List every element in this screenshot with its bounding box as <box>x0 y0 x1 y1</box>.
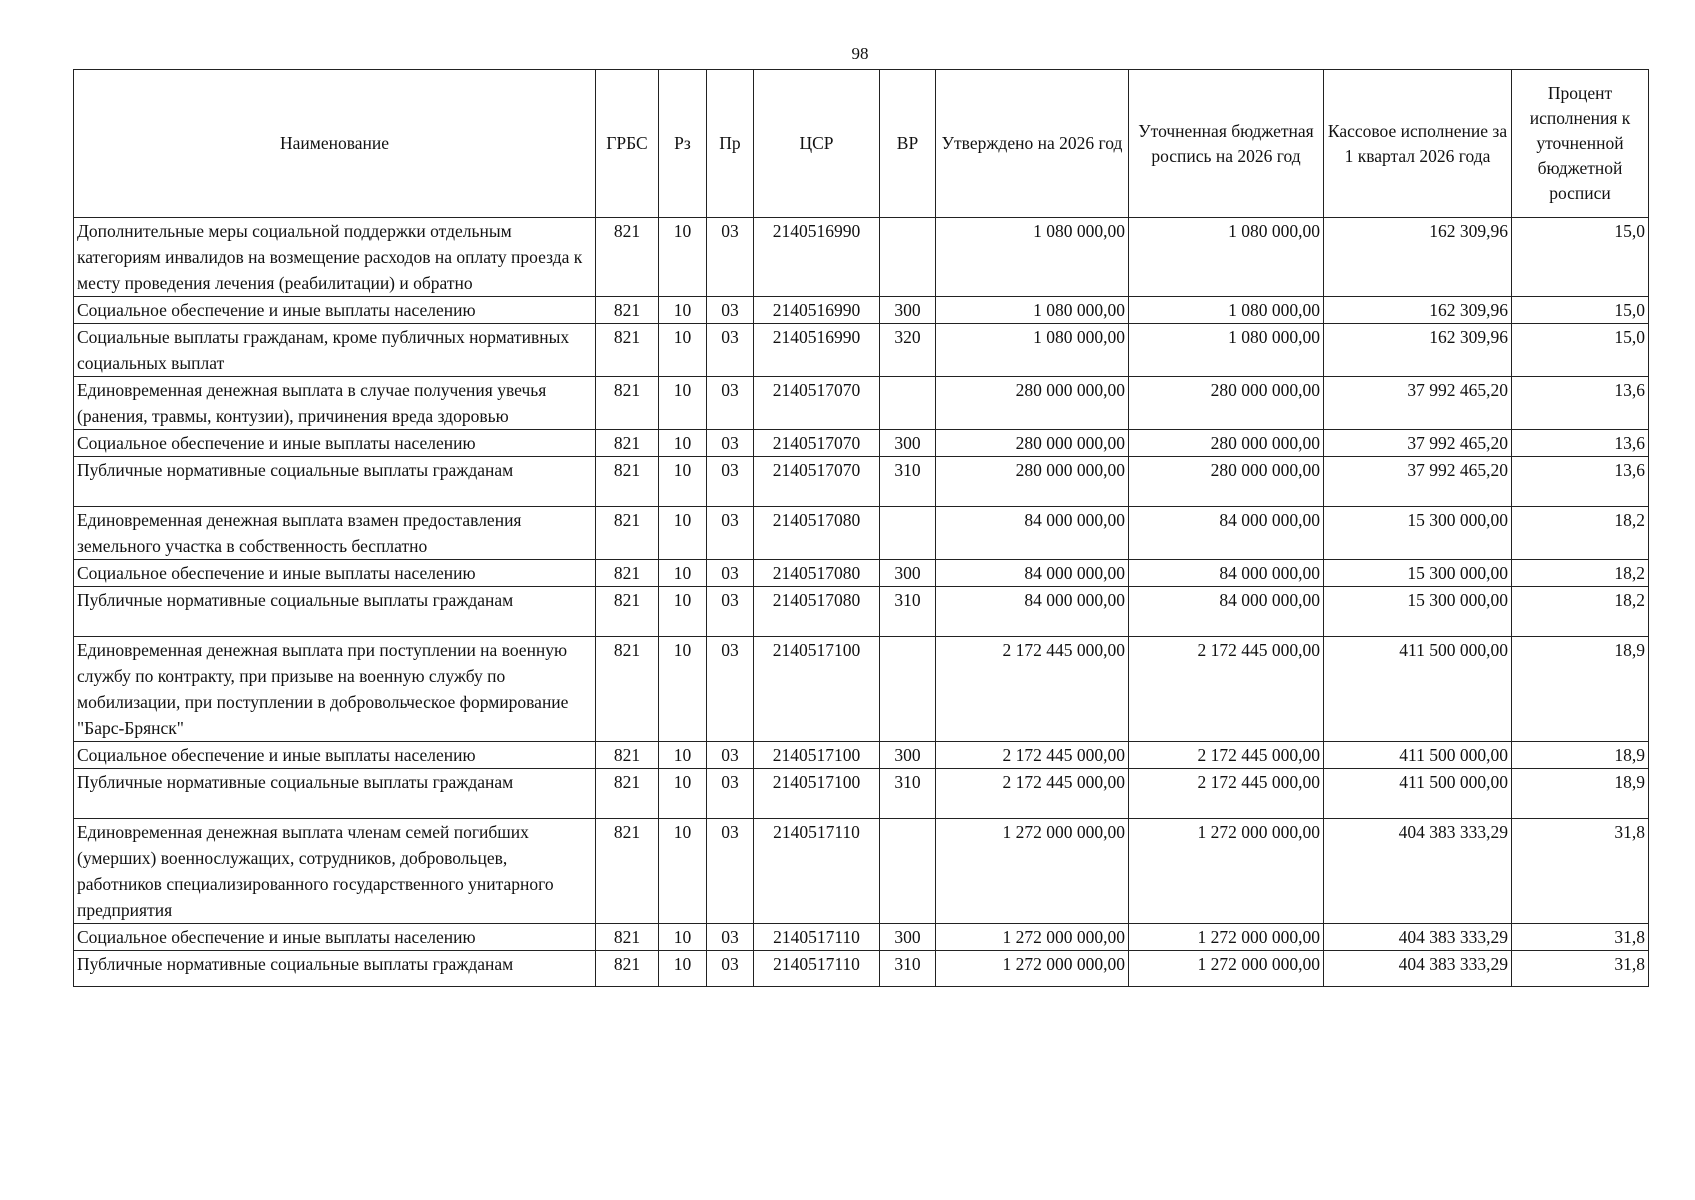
cell-name: Публичные нормативные социальные выплаты гражданам <box>74 457 596 507</box>
cell-rz: 10 <box>659 637 707 742</box>
table-row <box>74 430 1649 457</box>
cell-approved: 1 272 000 000,00 <box>936 819 1129 924</box>
cell-pr: 03 <box>707 924 754 951</box>
cell-cash: 404 383 333,29 <box>1324 924 1512 951</box>
cell-csr: 2140517080 <box>754 560 880 587</box>
cell-grbs: 821 <box>596 377 659 430</box>
table-row <box>74 218 1649 297</box>
column-header-csr: ЦСР <box>754 70 880 218</box>
cell-approved: 280 000 000,00 <box>936 457 1129 507</box>
cell-approved: 1 272 000 000,00 <box>936 951 1129 987</box>
cell-percent: 18,2 <box>1512 587 1649 637</box>
cell-name: Дополнительные меры социальной поддержки отдельным категориям инвалидов на возмещение расходов на оплату проезда к месту проведения лечения (реабилитации) и обратно <box>74 218 596 297</box>
table-row <box>74 377 1649 430</box>
cell-grbs: 821 <box>596 218 659 297</box>
cell-csr: 2140516990 <box>754 297 880 324</box>
column-header-name: Наименование <box>74 70 596 218</box>
cell-cash: 162 309,96 <box>1324 218 1512 297</box>
cell-refined: 1 272 000 000,00 <box>1129 924 1324 951</box>
cell-vr: 310 <box>880 951 936 987</box>
cell-name: Публичные нормативные социальные выплаты гражданам <box>74 951 596 987</box>
table-row <box>74 951 1649 987</box>
cell-approved: 2 172 445 000,00 <box>936 637 1129 742</box>
column-header-refined: Уточненная бюджетная роспись на 2026 год <box>1129 70 1324 218</box>
cell-vr: 300 <box>880 924 936 951</box>
table-row <box>74 297 1649 324</box>
cell-percent: 18,9 <box>1512 769 1649 819</box>
cell-csr: 2140516990 <box>754 324 880 377</box>
cell-rz: 10 <box>659 924 707 951</box>
cell-grbs: 821 <box>596 819 659 924</box>
cell-rz: 10 <box>659 457 707 507</box>
cell-rz: 10 <box>659 324 707 377</box>
cell-pr: 03 <box>707 507 754 560</box>
cell-refined: 84 000 000,00 <box>1129 587 1324 637</box>
cell-approved: 280 000 000,00 <box>936 377 1129 430</box>
cell-cash: 15 300 000,00 <box>1324 507 1512 560</box>
cell-approved: 1 080 000,00 <box>936 218 1129 297</box>
cell-refined: 1 080 000,00 <box>1129 324 1324 377</box>
cell-pr: 03 <box>707 819 754 924</box>
cell-grbs: 821 <box>596 297 659 324</box>
cell-rz: 10 <box>659 377 707 430</box>
table-body <box>74 218 1649 987</box>
cell-name: Публичные нормативные социальные выплаты гражданам <box>74 769 596 819</box>
cell-refined: 280 000 000,00 <box>1129 430 1324 457</box>
cell-grbs: 821 <box>596 924 659 951</box>
cell-pr: 03 <box>707 951 754 987</box>
cell-cash: 162 309,96 <box>1324 324 1512 377</box>
cell-rz: 10 <box>659 742 707 769</box>
cell-approved: 1 080 000,00 <box>936 297 1129 324</box>
cell-rz: 10 <box>659 218 707 297</box>
cell-name: Социальное обеспечение и иные выплаты населению <box>74 430 596 457</box>
cell-approved: 1 080 000,00 <box>936 324 1129 377</box>
cell-percent: 13,6 <box>1512 377 1649 430</box>
cell-approved: 2 172 445 000,00 <box>936 769 1129 819</box>
cell-csr: 2140517110 <box>754 819 880 924</box>
cell-csr: 2140517080 <box>754 587 880 637</box>
cell-grbs: 821 <box>596 769 659 819</box>
cell-pr: 03 <box>707 297 754 324</box>
cell-csr: 2140517100 <box>754 742 880 769</box>
cell-cash: 15 300 000,00 <box>1324 587 1512 637</box>
cell-rz: 10 <box>659 297 707 324</box>
cell-csr: 2140517070 <box>754 457 880 507</box>
cell-percent: 18,2 <box>1512 560 1649 587</box>
cell-rz: 10 <box>659 560 707 587</box>
cell-grbs: 821 <box>596 560 659 587</box>
cell-percent: 31,8 <box>1512 819 1649 924</box>
table-row <box>74 637 1649 742</box>
cell-cash: 37 992 465,20 <box>1324 430 1512 457</box>
cell-cash: 404 383 333,29 <box>1324 951 1512 987</box>
cell-grbs: 821 <box>596 951 659 987</box>
cell-csr: 2140517070 <box>754 430 880 457</box>
cell-rz: 10 <box>659 769 707 819</box>
cell-csr: 2140517080 <box>754 507 880 560</box>
cell-percent: 18,2 <box>1512 507 1649 560</box>
cell-vr <box>880 819 936 924</box>
cell-vr <box>880 507 936 560</box>
cell-pr: 03 <box>707 218 754 297</box>
cell-name: Единовременная денежная выплата взамен предоставления земельного участка в собственность бесплатно <box>74 507 596 560</box>
cell-name: Единовременная денежная выплата при поступлении на военную службу по контракту, при призыве на военную службу по мобилизации, при поступлении в добровольческое формирование "Барс-Брянск" <box>74 637 596 742</box>
cell-pr: 03 <box>707 377 754 430</box>
cell-cash: 162 309,96 <box>1324 297 1512 324</box>
cell-vr <box>880 377 936 430</box>
cell-grbs: 821 <box>596 457 659 507</box>
cell-refined: 84 000 000,00 <box>1129 507 1324 560</box>
cell-vr: 300 <box>880 297 936 324</box>
cell-percent: 31,8 <box>1512 951 1649 987</box>
cell-rz: 10 <box>659 507 707 560</box>
table-row <box>74 324 1649 377</box>
cell-name: Социальное обеспечение и иные выплаты населению <box>74 560 596 587</box>
cell-csr: 2140517110 <box>754 951 880 987</box>
cell-cash: 411 500 000,00 <box>1324 637 1512 742</box>
cell-refined: 1 080 000,00 <box>1129 297 1324 324</box>
page-number: 98 <box>851 44 869 63</box>
column-header-percent: Процент исполнения к уточненной бюджетной росписи <box>1512 70 1649 218</box>
cell-approved: 84 000 000,00 <box>936 587 1129 637</box>
cell-name: Социальное обеспечение и иные выплаты населению <box>74 924 596 951</box>
cell-approved: 84 000 000,00 <box>936 560 1129 587</box>
cell-pr: 03 <box>707 769 754 819</box>
cell-pr: 03 <box>707 430 754 457</box>
cell-percent: 15,0 <box>1512 218 1649 297</box>
cell-refined: 2 172 445 000,00 <box>1129 769 1324 819</box>
column-header-rz: Рз <box>659 70 707 218</box>
cell-percent: 13,6 <box>1512 457 1649 507</box>
cell-grbs: 821 <box>596 742 659 769</box>
column-header-approved: Утверждено на 2026 год <box>936 70 1129 218</box>
cell-percent: 31,8 <box>1512 924 1649 951</box>
cell-cash: 37 992 465,20 <box>1324 377 1512 430</box>
column-header-pr: Пр <box>707 70 754 218</box>
cell-name: Единовременная денежная выплата членам семей погибших (умерших) военнослужащих, сотрудников, добровольцев, работников специализированного государственного унитарного предприятия <box>74 819 596 924</box>
cell-csr: 2140517070 <box>754 377 880 430</box>
table-row <box>74 769 1649 819</box>
cell-percent: 15,0 <box>1512 297 1649 324</box>
cell-cash: 15 300 000,00 <box>1324 560 1512 587</box>
cell-percent: 18,9 <box>1512 742 1649 769</box>
cell-pr: 03 <box>707 742 754 769</box>
cell-percent: 15,0 <box>1512 324 1649 377</box>
table-row <box>74 742 1649 769</box>
cell-refined: 280 000 000,00 <box>1129 377 1324 430</box>
cell-refined: 1 080 000,00 <box>1129 218 1324 297</box>
cell-vr: 300 <box>880 430 936 457</box>
cell-vr <box>880 637 936 742</box>
cell-refined: 280 000 000,00 <box>1129 457 1324 507</box>
cell-vr: 300 <box>880 742 936 769</box>
table-row <box>74 457 1649 507</box>
cell-csr: 2140516990 <box>754 218 880 297</box>
cell-pr: 03 <box>707 324 754 377</box>
cell-rz: 10 <box>659 819 707 924</box>
cell-cash: 411 500 000,00 <box>1324 769 1512 819</box>
cell-refined: 2 172 445 000,00 <box>1129 637 1324 742</box>
cell-pr: 03 <box>707 457 754 507</box>
cell-rz: 10 <box>659 951 707 987</box>
cell-cash: 404 383 333,29 <box>1324 819 1512 924</box>
column-header-grbs: ГРБС <box>596 70 659 218</box>
cell-vr: 310 <box>880 457 936 507</box>
cell-name: Социальное обеспечение и иные выплаты населению <box>74 297 596 324</box>
cell-refined: 84 000 000,00 <box>1129 560 1324 587</box>
cell-name: Единовременная денежная выплата в случае получения увечья (ранения, травмы, контузии), причинения вреда здоровью <box>74 377 596 430</box>
cell-vr: 300 <box>880 560 936 587</box>
cell-refined: 1 272 000 000,00 <box>1129 951 1324 987</box>
cell-rz: 10 <box>659 587 707 637</box>
cell-csr: 2140517100 <box>754 769 880 819</box>
column-header-cash: Кассовое исполнение за 1 квартал 2026 года <box>1324 70 1512 218</box>
cell-csr: 2140517100 <box>754 637 880 742</box>
cell-approved: 84 000 000,00 <box>936 507 1129 560</box>
table-row <box>74 587 1649 637</box>
cell-approved: 280 000 000,00 <box>936 430 1129 457</box>
column-header-vr: ВР <box>880 70 936 218</box>
cell-refined: 2 172 445 000,00 <box>1129 742 1324 769</box>
cell-grbs: 821 <box>596 507 659 560</box>
cell-vr: 310 <box>880 769 936 819</box>
cell-rz: 10 <box>659 430 707 457</box>
cell-approved: 1 272 000 000,00 <box>936 924 1129 951</box>
cell-grbs: 821 <box>596 587 659 637</box>
cell-grbs: 821 <box>596 324 659 377</box>
cell-vr <box>880 218 936 297</box>
table-row <box>74 507 1649 560</box>
cell-name: Социальные выплаты гражданам, кроме публичных нормативных социальных выплат <box>74 324 596 377</box>
cell-name: Публичные нормативные социальные выплаты гражданам <box>74 587 596 637</box>
cell-grbs: 821 <box>596 637 659 742</box>
table-header <box>74 70 1649 218</box>
cell-name: Социальное обеспечение и иные выплаты населению <box>74 742 596 769</box>
cell-pr: 03 <box>707 560 754 587</box>
cell-grbs: 821 <box>596 430 659 457</box>
cell-vr: 310 <box>880 587 936 637</box>
table-row <box>74 924 1649 951</box>
cell-percent: 13,6 <box>1512 430 1649 457</box>
cell-percent: 18,9 <box>1512 637 1649 742</box>
cell-pr: 03 <box>707 637 754 742</box>
table-row <box>74 560 1649 587</box>
cell-cash: 411 500 000,00 <box>1324 742 1512 769</box>
cell-csr: 2140517110 <box>754 924 880 951</box>
cell-approved: 2 172 445 000,00 <box>936 742 1129 769</box>
budget-table <box>73 69 1649 987</box>
table-row <box>74 819 1649 924</box>
cell-cash: 37 992 465,20 <box>1324 457 1512 507</box>
cell-vr: 320 <box>880 324 936 377</box>
cell-pr: 03 <box>707 587 754 637</box>
cell-refined: 1 272 000 000,00 <box>1129 819 1324 924</box>
